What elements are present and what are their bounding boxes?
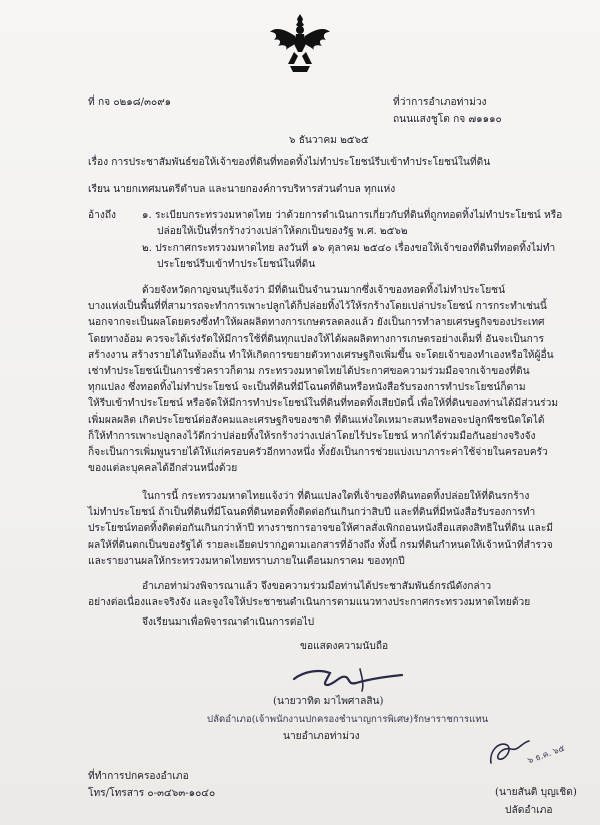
body-paragraph-3	[88, 579, 530, 611]
paragraph-line: นอกจากจะเป็นผลโดยตรงซึ่งทำให้ผลผลิตทางการเกษตรลดลงแล้ว ยังเป็นการทำลายเศรษฐกิจของประเทศ	[88, 317, 545, 329]
reference-label: อ้างถึง	[88, 210, 116, 221]
initial-title: ปลัดอำเภอ	[505, 805, 553, 816]
paragraph-line: ในการนี้ กระทรวงมหาดไทยแจ้งว่า ที่ดินแปลงใดที่เจ้าของที่ดินทอดทิ้งปล่อยให้ที่ดินรกร้าง	[142, 491, 530, 502]
paragraph-line: ด้วยจังหวัดกาญจนบุรีแจ้งว่า มีที่ดินเป็นจำนวนมากซึ่งเจ้าของทอดทิ้งไม่ทำประโยชน์	[142, 285, 506, 296]
paragraph-line: โดยทางอ้อม ควรจะได้เร่งรัดให้มีการใช้ที่ดินทุกแปลงให้ได้ผลผลิตทางการเกษตรอย่างเต็มที่ อันจะเป็นการ	[88, 333, 544, 345]
signatory-position: ปลัดอำเภอ(เจ้าพนักงานปกครองชำนาญการพิเศษ)รักษาราชการแทน	[207, 714, 489, 725]
recipient-line: เรียน นายกเทศมนตรีตำบล และนายกองค์การบริหารส่วนตำบล ทุกแห่ง	[88, 184, 396, 195]
paragraph-line: ประโยชน์ทอดทิ้งติดต่อกันเกินกว่าห้าปี ทางราชการอาจขอให้ศาลสั่งเพิกถอนหนังสือแสดงสิทธิในที่ดิน และมี	[88, 523, 554, 535]
footer-phone: โทร/โทรสาร ๐-๓๔๖๓-๑๐๔๐	[88, 788, 216, 799]
closing-salutation: ขอแสดงความนับถือ	[300, 641, 389, 652]
office-address-line2: ถนนแสงชูโต กจ ๗๑๑๑๐	[393, 114, 502, 125]
office-address-line1: ที่ว่าการอำเภอท่าม่วง	[393, 97, 487, 108]
reference-item-2-line1: ๒. ประกาศกระทรวงมหาดไทย ลงวันที่ ๑๖ ตุลาคม ๒๕๔๐ เรื่องขอให้เจ้าของที่ดินที่ทอดทิ้งไม่ทำ	[142, 243, 556, 254]
paragraph-line: อย่างต่อเนื่องและจริงจัง และจูงใจให้ประชาชนดำเนินการตามแนวทางประกาศกระทรวงมหาดไทยด้วย	[88, 597, 531, 609]
document-number: ที่ กจ ๐๒๑๘/๓๐๙๑	[88, 97, 172, 108]
document-date: ๖ ธันวาคม ๒๕๖๕	[289, 135, 369, 146]
paragraph-line: ไม่ทำประโยชน์ ถ้าเป็นที่ดินที่มีโฉนดที่ดินทอดทิ้งติดต่อกันเกินกว่าสิบปี และที่ดินที่มีหนังสือรับรองการทำ	[88, 507, 536, 519]
paragraph-line: ผลให้ที่ดินตกเป็นของรัฐได้ รายละเอียดปรากฏตามเอกสารที่อ้างถึง ทั้งนี้ กรมที่ดินกำหนดให้เจ้าหน้าที่สำรวจ	[88, 539, 553, 551]
signatory-name: (นายวาทิต มาไพศาลสิน)	[273, 696, 384, 707]
body-paragraph-1	[88, 283, 558, 477]
subject-line: เรื่อง การประชาสัมพันธ์ขอให้เจ้าของที่ดินที่ทอดทิ้งไม่ทำประโยชน์รีบเข้าทำประโยชน์ในที่ดิน	[88, 157, 491, 168]
initial-date-note: ๖ ธ.ค. ๖๕	[526, 743, 567, 767]
paragraph-line: ก็ให้ทำการเพาะปลูกลงไว้ดีกว่าปล่อยทิ้งให้รกร้างว่างเปล่าโดยไร้ประโยชน์ หากได้ร่วมมือกันอย่างจริงจัง	[88, 430, 536, 442]
paragraph-line: สร้างงาน สร้างรายได้ในท้องถิ่น ทำให้เกิดการขยายตัวทางเศรษฐกิจเพิ่มขึ้น จะโดยเจ้าของทำเองหรือให้ผู้อื่น	[88, 349, 554, 361]
reference-item-1-line2: ปล่อยให้เป็นที่รกร้างว่างเปล่าให้ตกเป็นของรัฐ พ.ศ. ๒๕๖๒	[157, 226, 408, 237]
paragraph-line: ก็จะเป็นการเพิ่มพูนรายได้ให้แก่ครอบครัวอีกทางหนึ่ง ทั้งยังเป็นการช่วยแบ่งเบาภาระค่าใช้จ่ายในครอบครัว	[88, 446, 548, 458]
paragraph-line: บางแห่งเป็นพื้นที่ที่สามารถจะทำการเพาะปลูกได้ก็ปล่อยทิ้งไว้ให้รกร้างโดยเปล่าประโยชน์ การกระทำเช่นนี้	[88, 301, 547, 313]
body-paragraph-2	[88, 489, 553, 570]
reference-item-1-line1: ๑. ระเบียบกระทรวงมหาดไทย ว่าด้วยการดำเนินการเกี่ยวกับที่ดินที่ถูกทอดทิ้งไม่ทำประโยชน์ หรือ	[142, 210, 563, 221]
paragraph-line: และรายงานผลให้กระทรวงมหาดไทยทราบภายในเดือนมกราคม ของทุกปี	[88, 555, 405, 567]
signatory-office: นายอำเภอท่าม่วง	[283, 731, 360, 742]
reference-item-2-line2: ประโยชน์รีบเข้าทำประโยชน์ในที่ดิน	[157, 259, 316, 270]
closing-request: จึงเรียนมาเพื่อพิจารณาดำเนินการต่อไป	[142, 617, 315, 628]
footer-unit: ที่ทำการปกครองอำเภอ	[88, 771, 189, 782]
paragraph-line: ทุกแปลง ซึ่งทอดทิ้งไม่ทำประโยชน์ จะเป็นที่ดินที่มีโฉนดที่ดินหรือหนังสือรับรองการทำประโยชน์ก็ตาม	[88, 382, 526, 394]
paragraph-line: เช่าทำประโยชน์เป็นการชั่วคราวก็ตาม กระทรวงมหาดไทยได้ประกาศขอความร่วมมือจากเจ้าของที่ดิน	[88, 365, 530, 377]
garuda-emblem-icon	[268, 12, 332, 74]
paragraph-line: ของแต่ละบุคคลได้อีกส่วนหนึ่งด้วย	[88, 463, 238, 475]
paragraph-line: อำเภอท่าม่วงพิจารณาแล้ว จึงขอความร่วมมือท่านได้ประชาสัมพันธ์กรณีดังกล่าว	[142, 581, 492, 592]
initial-name: (นายสันติ บุญเชิด)	[495, 787, 577, 798]
signature-icon	[290, 655, 410, 695]
paragraph-line: ให้รีบเข้าทำประโยชน์ หรือจัดให้มีการทำประโยชน์ในที่ดินที่ทอดทิ้งเสียบัดนี้ เพื่อให้ที่ดินของท่านได้มีส่วนร่วม	[88, 398, 559, 410]
paragraph-line: เพิ่มผลผลิต เกิดประโยชน์ต่อสังคมและเศรษฐกิจของชาติ ที่ดินแห่งใดเหมาะสมหรือพอจะปลูกพืชชนิดใดได้	[88, 414, 545, 426]
